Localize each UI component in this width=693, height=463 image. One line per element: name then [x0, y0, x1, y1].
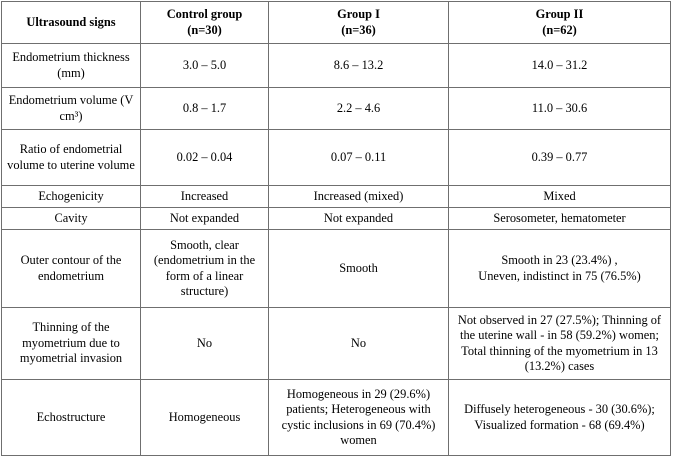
- table-row: [2, 230, 671, 308]
- row-label: Ratio of endometrial volume to uterine volume: [2, 130, 141, 186]
- group-ii-cell: Not observed in 27 (27.5%); Thinning of the uterine wall - in 58 (59.2%) women; Total thinning of the myometrium in 13 (13.2%) cases: [449, 308, 671, 380]
- row-label: Echogenicity: [2, 186, 141, 208]
- header-ultrasound-signs: Ultrasound signs: [2, 2, 141, 44]
- control-cell: Homogeneous: [141, 380, 269, 456]
- group-ii-cell: 11.0 – 30.6: [449, 88, 671, 130]
- header-group-i: [269, 2, 449, 44]
- group-ii-cell: Serosometer, hematometer: [449, 208, 671, 230]
- header-group-ii-text: Group II (n=62): [535, 7, 584, 37]
- group-ii-cell-text: Diffusely heterogeneous - 30 (30.6%); Visualized formation - 68 (69.4%): [464, 402, 655, 432]
- control-cell: Increased: [141, 186, 269, 208]
- group-ii-cell: 14.0 – 31.2: [449, 44, 671, 88]
- group-ii-cell: [449, 230, 671, 308]
- control-cell: Smooth, clear (endometrium in the form of a linear structure): [141, 230, 269, 308]
- group-i-cell: No: [269, 308, 449, 380]
- group-i-cell: 8.6 – 13.2: [269, 44, 449, 88]
- table-row: [2, 186, 671, 208]
- row-label: Endometrium volume (V cm³): [2, 88, 141, 130]
- group-i-cell: Homogeneous in 29 (29.6%) patients; Heterogeneous with cystic inclusions in 69 (70.4%) women: [269, 380, 449, 456]
- control-cell: 0.8 – 1.7: [141, 88, 269, 130]
- group-ii-cell: Mixed: [449, 186, 671, 208]
- group-i-cell: 2.2 – 4.6: [269, 88, 449, 130]
- table-row: [2, 208, 671, 230]
- control-cell: No: [141, 308, 269, 380]
- header-control-group: [141, 2, 269, 44]
- header-row: [2, 2, 671, 44]
- table-row: [2, 44, 671, 88]
- group-ii-cell: 0.39 – 0.77: [449, 130, 671, 186]
- row-label: Thinning of the myometrium due to myometrial invasion: [2, 308, 141, 380]
- ultrasound-table: [1, 1, 671, 456]
- row-label: Endometrium thickness (mm): [2, 44, 141, 88]
- control-cell: 0.02 – 0.04: [141, 130, 269, 186]
- control-cell: 3.0 – 5.0: [141, 44, 269, 88]
- row-label: Cavity: [2, 208, 141, 230]
- group-i-cell: Increased (mixed): [269, 186, 449, 208]
- group-i-cell: Not expanded: [269, 208, 449, 230]
- header-group-i-text: Group I (n=36): [337, 7, 380, 37]
- table-row: [2, 88, 671, 130]
- group-ii-cell: [449, 380, 671, 456]
- row-label: Echostructure: [2, 380, 141, 456]
- header-control-group-text: Control group (n=30): [166, 7, 243, 37]
- table-row: [2, 130, 671, 186]
- table-row: [2, 380, 671, 456]
- header-group-ii: [449, 2, 671, 44]
- control-cell: Not expanded: [141, 208, 269, 230]
- table-row: [2, 308, 671, 380]
- row-label: Outer contour of the endometrium: [2, 230, 141, 308]
- group-i-cell: 0.07 – 0.11: [269, 130, 449, 186]
- group-ii-cell-text: Smooth in 23 (23.4%) , Uneven, indistinct in 75 (76.5%): [478, 253, 641, 283]
- group-i-cell: Smooth: [269, 230, 449, 308]
